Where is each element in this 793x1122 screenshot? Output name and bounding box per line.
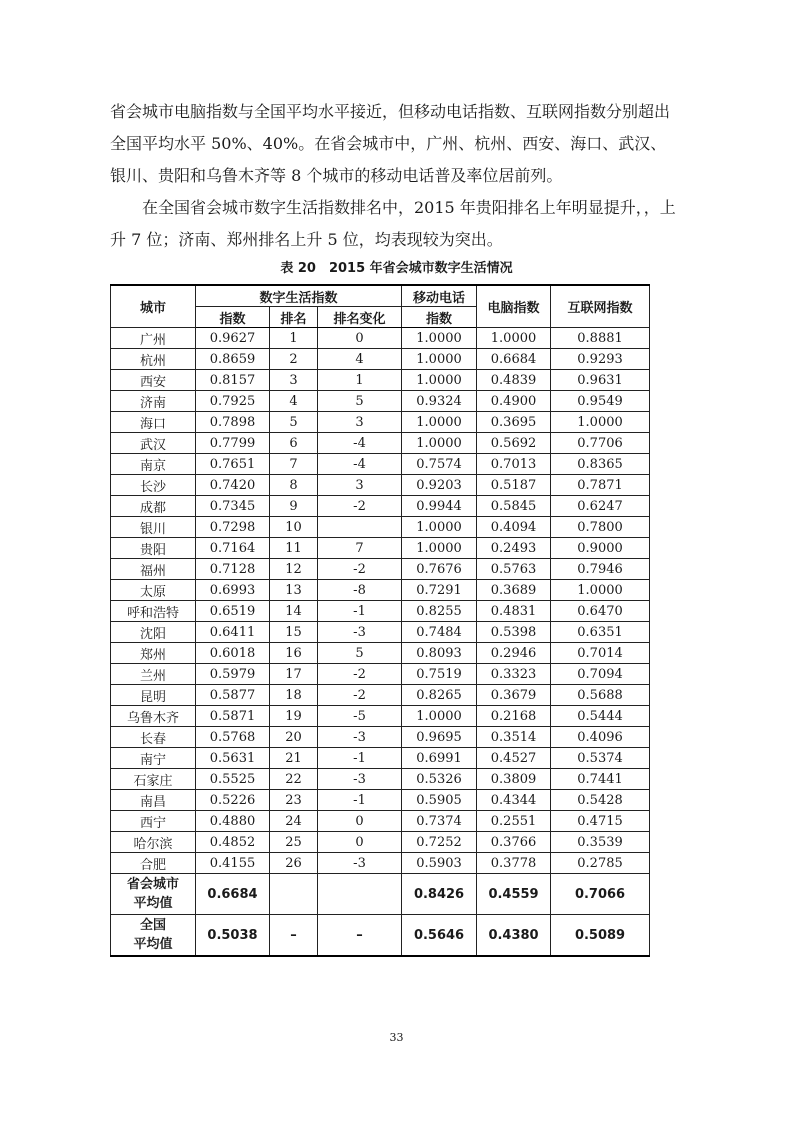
cell-internet-index: 1.0000 (551, 412, 650, 433)
cell-rank-change: -3 (318, 727, 402, 748)
cell-rank: 6 (270, 433, 318, 454)
cell-mobile-index: 1.0000 (402, 412, 477, 433)
cell-internet-index: 0.5688 (551, 685, 650, 706)
cell-index: 0.4880 (196, 811, 270, 832)
cell-rank-change: 5 (318, 391, 402, 412)
summary-label-line: 全国 (139, 918, 166, 933)
cell-rank: 13 (270, 580, 318, 601)
cell-internet-index: 0.7946 (551, 559, 650, 580)
table-row (111, 580, 650, 601)
cell-rank: 10 (270, 517, 318, 538)
cell-rank-change: 7 (318, 538, 402, 559)
digital-life-table (110, 284, 650, 957)
cell-internet-index: 0.9631 (551, 370, 650, 391)
cell-rank-change: -3 (318, 853, 402, 874)
cell-rank: 21 (270, 748, 318, 769)
cell-index: 0.4155 (196, 853, 270, 874)
cell-index: 0.4852 (196, 832, 270, 853)
cell-city: 郑州 (111, 643, 196, 664)
cell-city: 西安 (111, 370, 196, 391)
cell-internet-index: 0.7094 (551, 664, 650, 685)
cell-internet-index: 0.8881 (551, 328, 650, 349)
table-row (111, 832, 650, 853)
cell-mobile-index: 0.5326 (402, 769, 477, 790)
cell-mobile-index: 0.7676 (402, 559, 477, 580)
cell-index: 0.6411 (196, 622, 270, 643)
cell-internet-index: 0.4096 (551, 727, 650, 748)
cell-mobile-index: 1.0000 (402, 706, 477, 727)
cell-mobile-index: 1.0000 (402, 517, 477, 538)
cell-rank: 2 (270, 349, 318, 370)
cell-internet-index: 0.4715 (551, 811, 650, 832)
table-row (111, 727, 650, 748)
cell-city: 成都 (111, 496, 196, 517)
cell-rank: 15 (270, 622, 318, 643)
cell-mobile-index: 0.9324 (402, 391, 477, 412)
cell-computer-index: 0.4527 (477, 748, 551, 769)
cell-city: 兰州 (111, 664, 196, 685)
cell-rank-change: 1 (318, 370, 402, 391)
table-row (111, 790, 650, 811)
summary-mobile-index: 0.8426 (402, 874, 477, 915)
cell-mobile-index: 0.9944 (402, 496, 477, 517)
summary-rank-change (318, 874, 402, 915)
cell-mobile-index: 0.7519 (402, 664, 477, 685)
cell-rank-change: 3 (318, 475, 402, 496)
cell-computer-index: 0.4094 (477, 517, 551, 538)
cell-internet-index: 0.7800 (551, 517, 650, 538)
cell-internet-index: 0.6247 (551, 496, 650, 517)
cell-rank: 24 (270, 811, 318, 832)
cell-computer-index: 0.3778 (477, 853, 551, 874)
summary-label-line: 省会城市 (126, 877, 179, 892)
cell-computer-index: 0.5845 (477, 496, 551, 517)
cell-rank-change: -3 (318, 622, 402, 643)
cell-rank: 17 (270, 664, 318, 685)
cell-rank-change: -1 (318, 601, 402, 622)
cell-rank: 4 (270, 391, 318, 412)
cell-mobile-index: 0.8255 (402, 601, 477, 622)
table-row (111, 601, 650, 622)
cell-computer-index: 0.3695 (477, 412, 551, 433)
cell-rank: 18 (270, 685, 318, 706)
cell-computer-index: 0.3514 (477, 727, 551, 748)
cell-city: 福州 (111, 559, 196, 580)
cell-mobile-index: 0.6991 (402, 748, 477, 769)
cell-rank: 23 (270, 790, 318, 811)
cell-city: 西宁 (111, 811, 196, 832)
cell-rank-change: 5 (318, 643, 402, 664)
cell-internet-index: 1.0000 (551, 580, 650, 601)
cell-city: 银川 (111, 517, 196, 538)
summary-index: 0.5038 (196, 915, 270, 957)
cell-index: 0.6519 (196, 601, 270, 622)
cell-mobile-index: 1.0000 (402, 433, 477, 454)
cell-mobile-index: 1.0000 (402, 370, 477, 391)
cell-mobile-index: 0.9203 (402, 475, 477, 496)
cell-computer-index: 0.4831 (477, 601, 551, 622)
cell-index: 0.5768 (196, 727, 270, 748)
table-row (111, 370, 650, 391)
cell-computer-index: 0.5763 (477, 559, 551, 580)
cell-computer-index: 0.2551 (477, 811, 551, 832)
cell-index: 0.7298 (196, 517, 270, 538)
table-row (111, 706, 650, 727)
cell-index: 0.7925 (196, 391, 270, 412)
cell-rank-change: 0 (318, 832, 402, 853)
cell-index: 0.7420 (196, 475, 270, 496)
cell-index: 0.5871 (196, 706, 270, 727)
cell-rank: 16 (270, 643, 318, 664)
cell-mobile-index: 0.7374 (402, 811, 477, 832)
table-row (111, 454, 650, 475)
cell-rank-change: 0 (318, 328, 402, 349)
cell-city: 昆明 (111, 685, 196, 706)
table-row (111, 769, 650, 790)
summary-internet-index: 0.5089 (551, 915, 650, 957)
cell-rank-change: -2 (318, 496, 402, 517)
cell-rank-change: -4 (318, 433, 402, 454)
cell-city: 石家庄 (111, 769, 196, 790)
summary-index: 0.6684 (196, 874, 270, 915)
cell-rank-change (318, 517, 402, 538)
summary-rank-change: – (318, 915, 402, 957)
cell-rank-change: -3 (318, 769, 402, 790)
summary-label-line: 平均值 (133, 937, 173, 952)
cell-rank-change: -1 (318, 748, 402, 769)
header-city: 城市 (111, 285, 196, 328)
cell-city: 太原 (111, 580, 196, 601)
cell-mobile-index: 1.0000 (402, 349, 477, 370)
cell-internet-index: 0.7871 (551, 475, 650, 496)
cell-index: 0.5877 (196, 685, 270, 706)
cell-city: 沈阳 (111, 622, 196, 643)
table-row (111, 517, 650, 538)
cell-internet-index: 0.5444 (551, 706, 650, 727)
table-row (111, 664, 650, 685)
cell-computer-index: 1.0000 (477, 328, 551, 349)
cell-mobile-index: 1.0000 (402, 328, 477, 349)
table-row (111, 433, 650, 454)
header-mobile-line2: 指数 (402, 307, 477, 328)
cell-index: 0.7799 (196, 433, 270, 454)
cell-computer-index: 0.5692 (477, 433, 551, 454)
cell-index: 0.8157 (196, 370, 270, 391)
summary-computer-index: 0.4559 (477, 874, 551, 915)
cell-city: 南宁 (111, 748, 196, 769)
cell-mobile-index: 0.7252 (402, 832, 477, 853)
table-row (111, 622, 650, 643)
cell-city: 哈尔滨 (111, 832, 196, 853)
cell-computer-index: 0.4839 (477, 370, 551, 391)
cell-rank-change: -2 (318, 685, 402, 706)
cell-rank: 7 (270, 454, 318, 475)
cell-internet-index: 0.8365 (551, 454, 650, 475)
cell-internet-index: 0.7441 (551, 769, 650, 790)
cell-city: 合肥 (111, 853, 196, 874)
cell-rank: 20 (270, 727, 318, 748)
cell-index: 0.8659 (196, 349, 270, 370)
cell-mobile-index: 0.7291 (402, 580, 477, 601)
table-row (111, 685, 650, 706)
cell-mobile-index: 1.0000 (402, 538, 477, 559)
header-rank: 排名 (270, 307, 318, 328)
cell-internet-index: 0.5428 (551, 790, 650, 811)
table-caption: 表 20 2015 年省会城市数字生活情况 (280, 261, 513, 276)
cell-computer-index: 0.6684 (477, 349, 551, 370)
table-row (111, 412, 650, 433)
cell-internet-index: 0.6351 (551, 622, 650, 643)
cell-computer-index: 0.3323 (477, 664, 551, 685)
table-row (111, 349, 650, 370)
cell-city: 武汉 (111, 433, 196, 454)
cell-computer-index: 0.5187 (477, 475, 551, 496)
cell-rank-change: 3 (318, 412, 402, 433)
table-row (111, 853, 650, 874)
cell-computer-index: 0.4344 (477, 790, 551, 811)
cell-internet-index: 0.6470 (551, 601, 650, 622)
cell-rank-change: -1 (318, 790, 402, 811)
cell-rank: 26 (270, 853, 318, 874)
page-number: 33 (389, 1031, 404, 1044)
cell-computer-index: 0.4900 (477, 391, 551, 412)
summary-row (111, 915, 650, 957)
cell-mobile-index: 0.5903 (402, 853, 477, 874)
cell-index: 0.7128 (196, 559, 270, 580)
cell-internet-index: 0.7706 (551, 433, 650, 454)
cell-index: 0.7164 (196, 538, 270, 559)
cell-rank-change: -2 (318, 559, 402, 580)
table-row (111, 643, 650, 664)
summary-label-line: 平均值 (133, 896, 173, 911)
summary-label (111, 874, 196, 915)
header-digital-life-group: 数字生活指数 (196, 285, 402, 307)
table-row (111, 538, 650, 559)
header-index: 指数 (196, 307, 270, 328)
cell-city: 杭州 (111, 349, 196, 370)
summary-label (111, 915, 196, 957)
cell-internet-index: 0.3539 (551, 832, 650, 853)
header-rank-change: 排名变化 (318, 307, 402, 328)
summary-computer-index: 0.4380 (477, 915, 551, 957)
cell-rank: 14 (270, 601, 318, 622)
cell-rank-change: 0 (318, 811, 402, 832)
summary-row (111, 874, 650, 915)
table-row (111, 811, 650, 832)
table-row (111, 475, 650, 496)
cell-city: 济南 (111, 391, 196, 412)
cell-index: 0.7898 (196, 412, 270, 433)
cell-city: 贵阳 (111, 538, 196, 559)
cell-rank: 11 (270, 538, 318, 559)
paragraph-2: 在全国省会城市数字生活指数排名中，2015 年贵阳排名上年明显提升，，上升 7 位；济南、郑州排名上升 5 位，均表现较为突出。 (110, 198, 676, 249)
cell-mobile-index: 0.7574 (402, 454, 477, 475)
cell-computer-index: 0.3766 (477, 832, 551, 853)
cell-internet-index: 0.2785 (551, 853, 650, 874)
cell-internet-index: 0.9549 (551, 391, 650, 412)
summary-rank: – (270, 915, 318, 957)
cell-mobile-index: 0.8093 (402, 643, 477, 664)
cell-index: 0.6018 (196, 643, 270, 664)
cell-city: 长春 (111, 727, 196, 748)
cell-city: 南京 (111, 454, 196, 475)
cell-rank: 25 (270, 832, 318, 853)
cell-rank-change: 4 (318, 349, 402, 370)
table-row (111, 328, 650, 349)
cell-rank: 1 (270, 328, 318, 349)
cell-index: 0.7345 (196, 496, 270, 517)
cell-rank: 19 (270, 706, 318, 727)
cell-rank: 5 (270, 412, 318, 433)
cell-mobile-index: 0.9695 (402, 727, 477, 748)
table-row (111, 391, 650, 412)
paragraph-1: 省会城市电脑指数与全国平均水平接近，但移动电话指数、互联网指数分别超出全国平均水平 50%、40%。在省会城市中，广州、杭州、西安、海口、武汉、银川、贵阳和乌鲁木齐等 8 个城市的移动电话普及率位居前列。 (110, 102, 671, 185)
cell-rank: 22 (270, 769, 318, 790)
cell-index: 0.6993 (196, 580, 270, 601)
cell-computer-index: 0.2946 (477, 643, 551, 664)
cell-computer-index: 0.2168 (477, 706, 551, 727)
summary-rank (270, 874, 318, 915)
header-mobile-line1: 移动电话 (402, 285, 477, 307)
cell-rank-change: -2 (318, 664, 402, 685)
cell-mobile-index: 0.8265 (402, 685, 477, 706)
cell-internet-index: 0.7014 (551, 643, 650, 664)
cell-computer-index: 0.3689 (477, 580, 551, 601)
cell-city: 南昌 (111, 790, 196, 811)
cell-city: 广州 (111, 328, 196, 349)
cell-computer-index: 0.7013 (477, 454, 551, 475)
cell-rank: 8 (270, 475, 318, 496)
cell-mobile-index: 0.7484 (402, 622, 477, 643)
cell-index: 0.5525 (196, 769, 270, 790)
cell-computer-index: 0.3809 (477, 769, 551, 790)
cell-city: 呼和浩特 (111, 601, 196, 622)
cell-city: 乌鲁木齐 (111, 706, 196, 727)
table-row (111, 559, 650, 580)
summary-internet-index: 0.7066 (551, 874, 650, 915)
cell-rank-change: -4 (318, 454, 402, 475)
cell-rank: 3 (270, 370, 318, 391)
header-internet-index: 互联网指数 (551, 285, 650, 328)
table-row (111, 748, 650, 769)
cell-computer-index: 0.3679 (477, 685, 551, 706)
cell-index: 0.5631 (196, 748, 270, 769)
cell-index: 0.5226 (196, 790, 270, 811)
header-computer-index: 电脑指数 (477, 285, 551, 328)
table-row (111, 496, 650, 517)
cell-index: 0.5979 (196, 664, 270, 685)
cell-computer-index: 0.2493 (477, 538, 551, 559)
cell-internet-index: 0.5374 (551, 748, 650, 769)
cell-index: 0.7651 (196, 454, 270, 475)
cell-rank-change: -8 (318, 580, 402, 601)
cell-city: 海口 (111, 412, 196, 433)
cell-mobile-index: 0.5905 (402, 790, 477, 811)
summary-mobile-index: 0.5646 (402, 915, 477, 957)
cell-computer-index: 0.5398 (477, 622, 551, 643)
cell-rank: 9 (270, 496, 318, 517)
cell-rank-change: -5 (318, 706, 402, 727)
cell-index: 0.9627 (196, 328, 270, 349)
cell-city: 长沙 (111, 475, 196, 496)
cell-internet-index: 0.9293 (551, 349, 650, 370)
cell-rank: 12 (270, 559, 318, 580)
cell-internet-index: 0.9000 (551, 538, 650, 559)
